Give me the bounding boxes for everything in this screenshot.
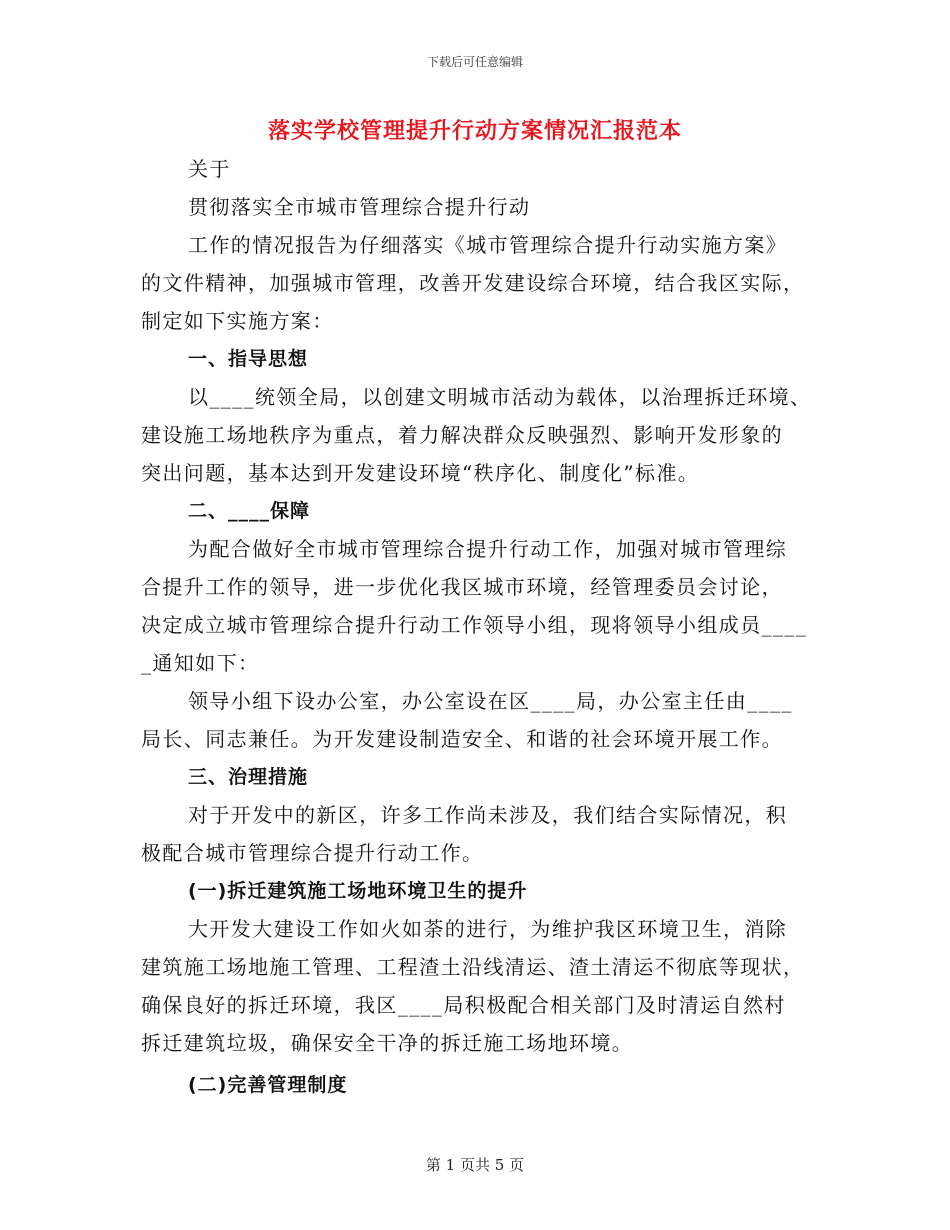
paragraph-line: 对于开发中的新区，许多工作尚未涉及，我们结合实际情况，积 bbox=[188, 803, 788, 827]
header-note: 下载后可任意编辑 bbox=[426, 55, 523, 69]
paragraph-line: 以____统领全局，以创建文明城市活动为载体，以治理拆迁环境、 bbox=[188, 385, 812, 409]
paragraph-line: 为配合做好全市城市管理综合提升行动工作，加强对城市管理综 bbox=[188, 537, 788, 561]
paragraph-line: 工作的情况报告为仔细落实《城市管理综合提升行动实施方案》 bbox=[188, 233, 788, 257]
paragraph-line: 建设施工场地秩序为重点，着力解决群众反映强烈、影响开发形象的 bbox=[141, 423, 783, 447]
paragraph-line: 领导小组下设办公室，办公室设在区____局，办公室主任由____ bbox=[188, 689, 793, 713]
paragraph-line: 的文件精神，加强城市管理，改善开发建设综合环境，结合我区实际， bbox=[141, 271, 805, 295]
subsection-heading: (一)拆迁建筑施工场地环境卫生的提升 bbox=[188, 880, 528, 902]
section-heading: 三、治理措施 bbox=[188, 766, 309, 788]
paragraph-line: 合提升工作的领导，进一步优化我区城市环境，经管理委员会讨论， bbox=[141, 575, 783, 599]
paragraph-line: 突出问题，基本达到开发建设环境“秩序化、制度化”标准。 bbox=[141, 461, 700, 485]
paragraph-line: _通知如下： bbox=[141, 651, 260, 675]
document-body bbox=[141, 150, 811, 1104]
paragraph-line: 确保良好的拆迁环境，我区____局积极配合相关部门及时清运自然村 bbox=[141, 993, 786, 1017]
paragraph-line: 制定如下实施方案： bbox=[141, 309, 334, 333]
paragraph-line: 决定成立城市管理综合提升行动工作领导小组，现将领导小组成员____ bbox=[141, 613, 808, 637]
subsection-heading: (二)完善管理制度 bbox=[188, 1074, 348, 1096]
paragraph-line: 建筑施工场地施工管理、工程渣土沿线清运、渣土清运不彻底等现状， bbox=[141, 955, 805, 979]
paragraph-line: 大开发大建设工作如火如荼的进行，为维护我区环境卫生，消除 bbox=[188, 917, 788, 941]
paragraph-line: 贯彻落实全市城市管理综合提升行动 bbox=[188, 195, 531, 219]
section-heading: 一、指导思想 bbox=[188, 348, 309, 370]
paragraph-line: 关于 bbox=[188, 157, 231, 181]
page-footer: 第 1 页共 5 页 bbox=[425, 1156, 525, 1174]
paragraph-line: 局长、同志兼任。为开发建设制造安全、和谐的社会环境开展工作。 bbox=[141, 727, 783, 751]
document-title: 落实学校管理提升行动方案情况汇报范本 bbox=[267, 118, 682, 144]
paragraph-line: 拆迁建筑垃圾，确保安全干净的拆迁施工场地环境。 bbox=[141, 1031, 634, 1055]
section-heading: 二、____保障 bbox=[188, 500, 311, 522]
paragraph-line: 极配合城市管理综合提升行动工作。 bbox=[141, 841, 484, 865]
